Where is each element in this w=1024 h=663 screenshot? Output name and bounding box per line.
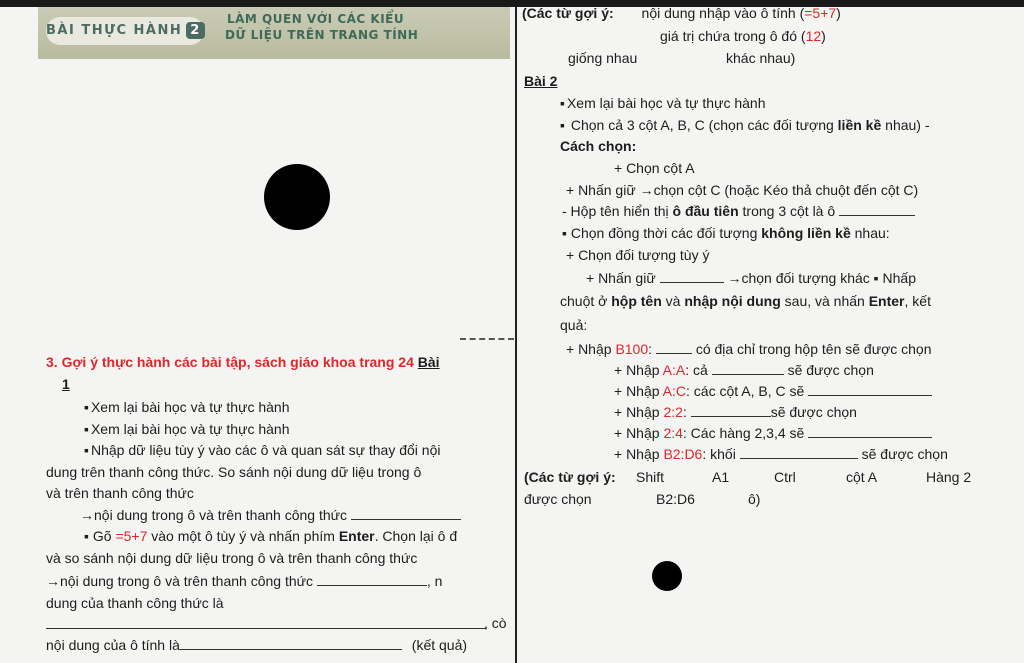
nhap-3-ref: A:C bbox=[662, 383, 686, 399]
left-dung: dung của thanh công thức là bbox=[46, 595, 224, 611]
chon-cot-a: + Chọn cột A bbox=[614, 160, 695, 176]
cach-chon: Cách chọn: bbox=[560, 138, 637, 154]
blank-n2 bbox=[712, 361, 784, 375]
chuot-post: , kết bbox=[904, 293, 931, 309]
lesson-title-line1: LÀM QUEN VỚI CÁC KIỂU bbox=[227, 12, 405, 26]
nhap-6 bbox=[614, 445, 948, 463]
nhap-6-mid: : khối bbox=[702, 446, 736, 462]
left-item-4-pre: ▪ Gõ bbox=[84, 528, 116, 544]
hint-a1: A1 bbox=[712, 469, 730, 485]
left-item-3-line3: và trên thanh công thức bbox=[46, 485, 194, 501]
right-item-2-bold: liền kề bbox=[837, 117, 882, 133]
left-item-4-enter: Enter bbox=[338, 528, 375, 544]
left-item-4-formula: =5+7 bbox=[115, 528, 148, 544]
blank-2 bbox=[317, 572, 427, 586]
chon-doi-tuong: + Chọn đối tượng tùy ý bbox=[566, 247, 710, 263]
nhan-giu: + Nhấn giữ →chọn cột C (hoặc Kéo thả chuột đến cột C) bbox=[566, 182, 919, 198]
hint-top bbox=[522, 4, 841, 22]
nhap-2-ref: A:A bbox=[662, 362, 686, 378]
nhan-giu-2-pre: + Nhấn giữ bbox=[586, 270, 656, 286]
left-arrow-1-text: →nội dung trong ô và trên thanh công thức bbox=[80, 507, 347, 523]
black-dot-large bbox=[264, 164, 330, 230]
lesson-title-line2: DỮ LIỆU TRÊN TRANG TÍNH bbox=[225, 28, 419, 42]
left-item-2: ▪ Xem lại bài học và tự thực hành bbox=[84, 420, 289, 438]
left-arrow-2-text: →nội dung trong ô và trên thanh công thức bbox=[46, 573, 313, 589]
hop-ten-bold: ô đầu tiên bbox=[672, 203, 739, 219]
nhap-4 bbox=[614, 403, 857, 421]
nhap-3-post: : các cột A, B, C sẽ bbox=[686, 383, 805, 399]
column-divider bbox=[515, 7, 517, 663]
chuot bbox=[560, 292, 931, 310]
nhap-2-pre: + Nhập bbox=[614, 362, 663, 378]
right-item-2-pre: Chọn cả 3 cột A, B, C (chọn các đối tượng bbox=[570, 117, 838, 133]
nhap-3-pre: + Nhập bbox=[614, 383, 663, 399]
left-item-1: ▪ Xem lại bài học và tự thực hành bbox=[84, 398, 289, 416]
right-item-2 bbox=[560, 116, 930, 134]
nhap-6-post: sẽ được chọn bbox=[861, 446, 948, 462]
nhan-giu-2-post: →chọn đối tượng khác ▪ Nhấp bbox=[727, 270, 916, 286]
nhap-4-pre: + Nhập bbox=[614, 404, 664, 420]
blank-line-3 bbox=[46, 628, 486, 629]
right-item-2-post: nhau) - bbox=[881, 117, 930, 133]
nhan-giu-2 bbox=[586, 269, 916, 287]
nhap-6-pre: + Nhập bbox=[614, 446, 664, 462]
right-item-1: ▪ Xem lại bài học và tự thực hành bbox=[560, 94, 765, 112]
nhap-6-ref: B2:D6 bbox=[663, 446, 703, 462]
nhap-2-post: sẽ được chọn bbox=[787, 362, 874, 378]
lesson-tag-label: BÀI THỰC HÀNH bbox=[46, 23, 183, 38]
nhap-1-pre: + Nhập bbox=[566, 341, 616, 357]
left-last-tail: (kết quả) bbox=[411, 637, 468, 653]
left-item-4-line2: và so sánh nội dung dữ liệu trong ô và trên thanh công thức bbox=[46, 550, 418, 566]
bai2-title: Bài 2 bbox=[524, 73, 558, 89]
hop-ten-pre: - Hộp tên hiển thị bbox=[562, 203, 673, 219]
hint-cot-a: cột A bbox=[846, 469, 878, 485]
blank-nhan-giu bbox=[660, 269, 724, 283]
section3-title bbox=[46, 353, 440, 371]
chuot-pre: chuột ở bbox=[560, 293, 612, 309]
hint-top-text: nội dung nhập vào ô tính ( bbox=[641, 5, 805, 21]
qua: quả: bbox=[560, 317, 588, 333]
hint-o: ô) bbox=[748, 491, 761, 507]
hint-ctrl: Ctrl bbox=[774, 469, 796, 485]
left-arrow-2 bbox=[46, 572, 442, 590]
left-last-text: nội dung của ô tính là bbox=[46, 637, 180, 653]
nhap-1-colon: : bbox=[648, 341, 653, 357]
left-item-4-post: . Chọn lại ô đ bbox=[374, 528, 458, 544]
hint-top-line2 bbox=[660, 27, 826, 45]
dong-thoi-pre: Chọn đồng thời các đối tượng bbox=[570, 225, 762, 241]
dong-thoi-post: nhau: bbox=[850, 225, 890, 241]
nhap-1-ref: B100 bbox=[615, 341, 649, 357]
left-item-3-line2: dung trên thanh công thức. So sánh nội dung dữ liệu trong ô bbox=[46, 464, 422, 480]
hint-shift: Shift bbox=[636, 469, 665, 485]
chuot-enter: Enter bbox=[868, 293, 905, 309]
hint-duoc-chon: được chọn bbox=[524, 491, 592, 507]
nhap-5-pre: + Nhập bbox=[614, 425, 664, 441]
left-last bbox=[46, 636, 467, 654]
nhap-1-post: có địa chỉ trong hộp tên sẽ được chọn bbox=[695, 341, 932, 357]
lesson-tag bbox=[46, 17, 204, 45]
left-arrow-1 bbox=[80, 506, 461, 524]
left-item-4 bbox=[84, 527, 457, 545]
nhap-4-colon: : bbox=[682, 404, 687, 420]
blank-n3 bbox=[808, 382, 932, 396]
section3-title-text: 3. Gợi ý thực hành các bài tập, sách giáo khoa trang 24 bbox=[46, 354, 418, 370]
hint-top-close: ) bbox=[836, 5, 841, 21]
blank-n4 bbox=[691, 403, 771, 417]
chuot-mid: và bbox=[661, 293, 685, 309]
chuot-nhap: nhập nội dung bbox=[684, 293, 781, 309]
nhap-3 bbox=[614, 382, 932, 400]
blank-1 bbox=[351, 506, 461, 520]
dong-thoi-bold: không liền kề bbox=[761, 225, 851, 241]
left-item-3-line1: ▪ Nhập dữ liệu tùy ý vào các ô và quan sát sự thay đổi nội bbox=[84, 441, 440, 459]
left-arrow-2-tail: , n bbox=[426, 573, 443, 589]
black-dot-small bbox=[652, 561, 682, 591]
lesson-title bbox=[225, 11, 418, 43]
hop-ten-post: trong 3 cột là ô bbox=[738, 203, 836, 219]
hint-b2d6: B2:D6 bbox=[656, 491, 695, 507]
section3-bai: Bài bbox=[417, 354, 440, 370]
hint-hang-2: Hàng 2 bbox=[926, 469, 972, 485]
hint-top-formula: =5+7 bbox=[804, 5, 837, 21]
dashed-mark bbox=[460, 338, 514, 340]
nhap-4-post: sẽ được chọn bbox=[770, 404, 857, 420]
nhap-5-post: : Các hàng 2,3,4 sẽ bbox=[682, 425, 805, 441]
blank-n6 bbox=[740, 445, 858, 459]
nhap-2-mid: : cả bbox=[685, 362, 708, 378]
hint-top-value: 12 bbox=[805, 28, 822, 44]
hint-top-line2-pre: giá trị chứa trong ô đó ( bbox=[660, 28, 806, 44]
lesson-tag-number: 2 bbox=[186, 22, 205, 39]
hint-diff: khác nhau) bbox=[726, 50, 796, 66]
chuot-mid2: sau, và nhấn bbox=[780, 293, 869, 309]
nhap-2 bbox=[614, 361, 874, 379]
hint-top-label: (Các từ gợi ý: bbox=[522, 5, 614, 21]
nhap-4-ref: 2:2 bbox=[663, 404, 683, 420]
hop-ten bbox=[562, 202, 915, 220]
blank-4 bbox=[180, 636, 402, 650]
hint-label: (Các từ gợi ý: bbox=[524, 469, 616, 485]
dong-thoi: ▪ Chọn đồng thời các đối tượng không liền kề nhau: bbox=[562, 225, 890, 241]
nhap-5-ref: 2:4 bbox=[663, 425, 683, 441]
hint-same: giống nhau bbox=[568, 50, 638, 66]
nhap-1 bbox=[566, 340, 932, 358]
blank-n1 bbox=[656, 340, 692, 354]
section3-number: 1 bbox=[62, 376, 70, 392]
top-border bbox=[0, 0, 1024, 7]
left-co: , cò bbox=[484, 615, 507, 631]
chuot-hop-ten: hộp tên bbox=[611, 293, 662, 309]
blank-hop-ten bbox=[839, 202, 915, 216]
left-item-4-mid: vào một ô tùy ý và nhấn phím bbox=[147, 528, 339, 544]
nhap-5 bbox=[614, 424, 932, 442]
hint-top-line2-post: ) bbox=[821, 28, 826, 44]
blank-n5 bbox=[808, 424, 932, 438]
